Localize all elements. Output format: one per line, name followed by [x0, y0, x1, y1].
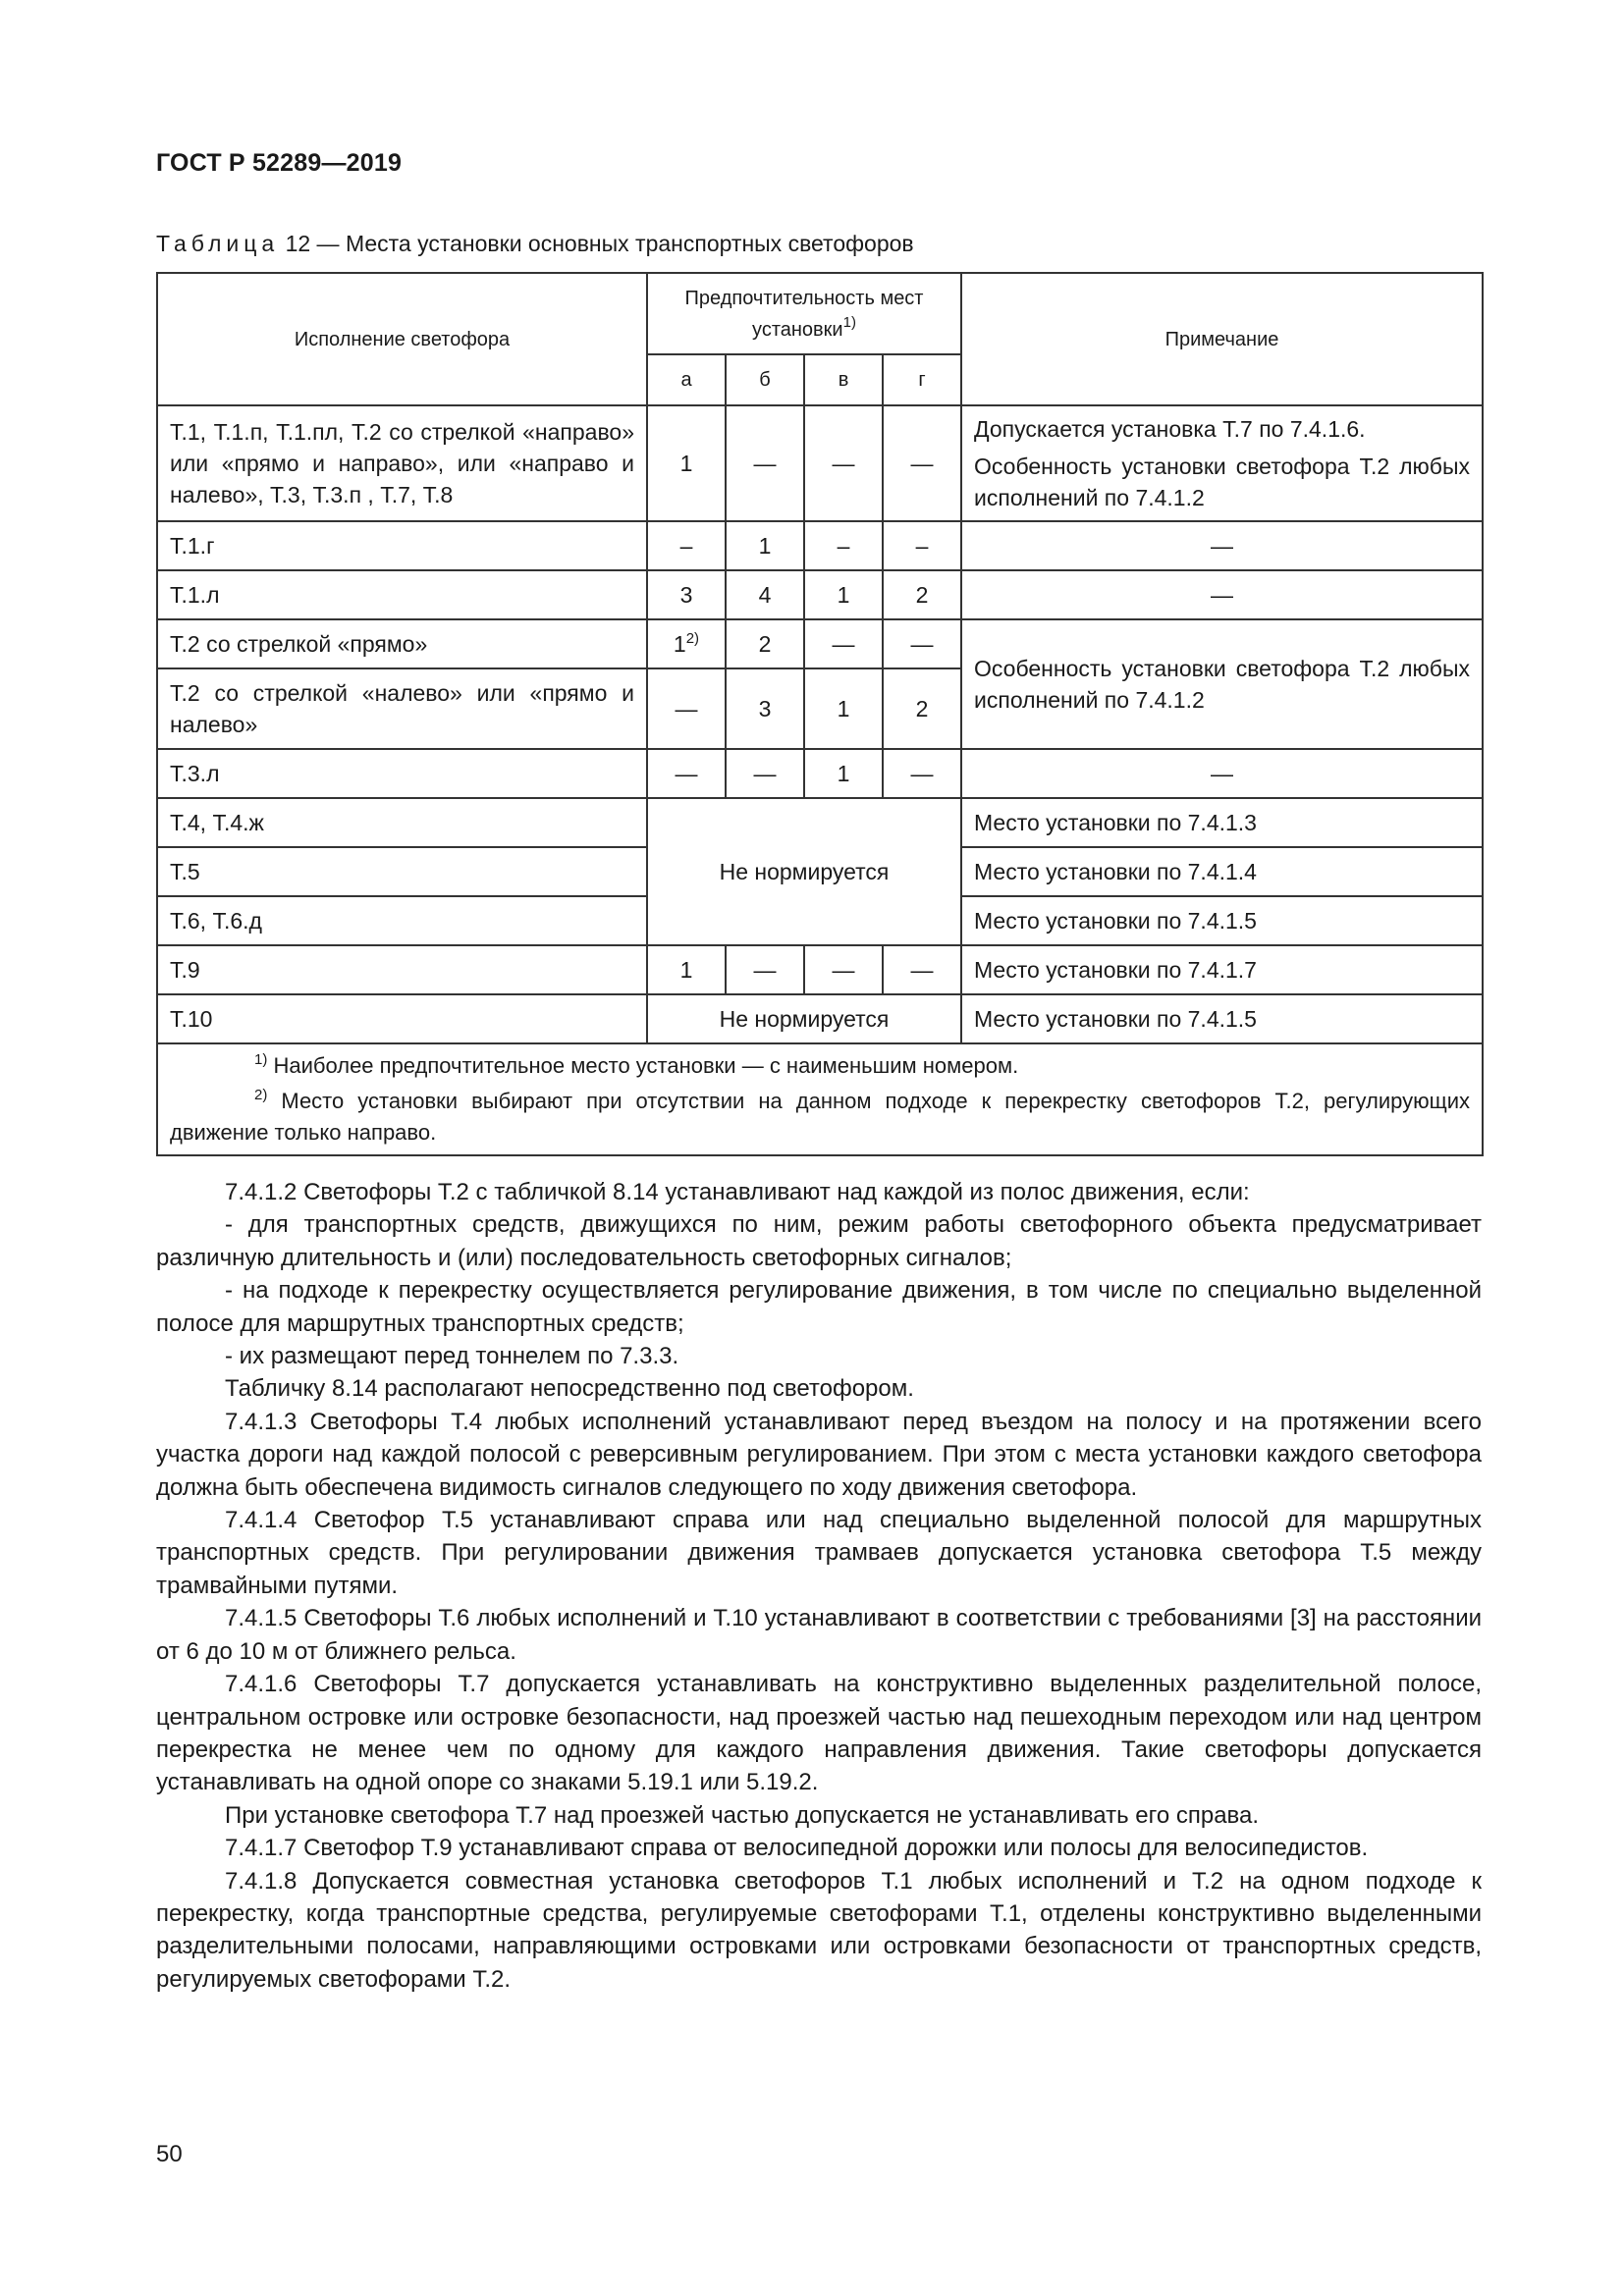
header-cell-preference: Предпочтительность мест установки$^{1)}$ [647, 273, 961, 354]
cell-not-regulated: Не нормируется [647, 994, 961, 1043]
cell-pref-v: – [804, 521, 883, 570]
cell-pref-b: — [726, 749, 804, 798]
paragraph: - для транспортных средств, движущихся по ним, режим работы светофорного объекта предусматривает различную длительность и (или) последовательность светофорных сигналов; [156, 1211, 1482, 1271]
cell-pref-g: — [883, 945, 961, 994]
cell-pref-a: — [647, 668, 726, 749]
cell-execution: Т.1.л [157, 570, 647, 619]
cell-pref-g: 2 [883, 668, 961, 749]
cell-pref-b: 1 [726, 521, 804, 570]
cell-note: — [961, 521, 1483, 570]
paragraph: - на подходе к перекрестку осуществляется регулирование движения, в том числе по специально выделенной полосе для маршрутных транспортных средств; [156, 1277, 1482, 1337]
cell-pref-v: 1 [804, 570, 883, 619]
note-line: Допускается установка Т.7 по 7.4.1.6. [974, 416, 1366, 442]
cell-note [961, 405, 1483, 521]
paragraph: 7.4.1.3 Светофоры Т.4 любых исполнений устанавливают перед въездом на полосу и на протяжении всего участка дороги над каждой полосой с реверсивным регулированием. При этом с места установки каждого светофора должна быть обеспечена видимость сигналов следующего по ходу движения светофора. [156, 1408, 1482, 1501]
cell-pref-g: — [883, 619, 961, 668]
cell-pref-g: — [883, 749, 961, 798]
table-footnotes-row [157, 1043, 1483, 1155]
table-caption [156, 231, 914, 257]
table-footnotes [157, 1043, 1483, 1155]
paragraph: 7.4.1.5 Светофоры Т.6 любых исполнений и Т.10 устанавливают в соответствии с требованиями [3] на расстоянии от 6 до 10 м от ближнего рельса. [156, 1605, 1482, 1665]
cell-note: Место установки по 7.4.1.3 [961, 798, 1483, 847]
cell-pref-a: — [647, 749, 726, 798]
paragraph: 7.4.1.4 Светофор Т.5 устанавливают справа или над специально выделенной полосой для маршрутных транспортных средств. При регулировании движения трамваев допускается установка светофора Т.5 между трамвайными путями. [156, 1507, 1482, 1599]
paragraph: 7.4.1.8 Допускается совместная установка светофоров Т.1 любых исполнений и Т.2 на одном подходе к перекрестку, когда транспортные средства, регулируемые светофорами Т.1, отделены конструктивно выделенными разделительными полосами, направляющими островками или островками безопасности от транспортных средств, регулируемых светофорами Т.2. [156, 1867, 1482, 1993]
table-row [157, 749, 1483, 798]
subheader-cell-a: а [647, 354, 726, 405]
cell-execution: Т.6, Т.6.д [157, 896, 647, 945]
paragraph: 7.4.1.2 Светофоры Т.2 с табличкой 8.14 устанавливают над каждой из полос движения, если: [225, 1179, 1250, 1205]
cell-pref-v: — [804, 945, 883, 994]
cell-pref-a: 1$^{2)}$ [647, 619, 726, 668]
cell-note: Место установки по 7.4.1.4 [961, 847, 1483, 896]
note-line: Особенность установки светофора Т.2 любых исполнений по 7.4.1.2 [974, 454, 1471, 510]
table-header-row [157, 273, 1483, 354]
paragraph: Табличку 8.14 располагают непосредственно под светофором. [225, 1375, 914, 1403]
cell-not-regulated: Не нормируется [647, 798, 961, 945]
paragraph: - их размещают перед тоннелем по 7.3.3. [225, 1343, 679, 1370]
cell-execution: Т.2 со стрелкой «налево» или «прямо и налево» [157, 668, 647, 749]
cell-pref-b: 4 [726, 570, 804, 619]
cell-execution: Т.2 со стрелкой «прямо» [157, 619, 647, 668]
paragraph: 7.4.1.7 Светофор Т.9 устанавливают справа от велосипедной дорожки или полосы для велосипедистов. [225, 1835, 1369, 1862]
subheader-cell-g: г [883, 354, 961, 405]
cell-execution: Т.10 [157, 994, 647, 1043]
subheader-cell-b: б [726, 354, 804, 405]
cell-note: Место установки по 7.4.1.5 [961, 994, 1483, 1043]
cell-pref-v: 1 [804, 668, 883, 749]
cell-execution: Т.9 [157, 945, 647, 994]
paragraph: При установке светофора Т.7 над проезжей частью допускается не устанавливать его справа. [225, 1801, 1260, 1829]
cell-pref-g: — [883, 405, 961, 521]
table-caption-label: Таблица [156, 231, 280, 256]
cell-note: Особенность установки светофора Т.2 любых исполнений по 7.4.1.2 [961, 619, 1483, 749]
header-cell-execution: Исполнение светофора [157, 273, 647, 405]
cell-pref-a: – [647, 521, 726, 570]
cell-pref-b: — [726, 945, 804, 994]
cell-note: Место установки по 7.4.1.5 [961, 896, 1483, 945]
cell-pref-v: — [804, 405, 883, 521]
footnote: $^{1)}$ Наиболее предпочтительное место установки — с наименьшим номером. [254, 1051, 1019, 1078]
page-number: 50 [156, 2141, 183, 2167]
table-row [157, 521, 1483, 570]
cell-pref-g: – [883, 521, 961, 570]
cell-note: — [961, 749, 1483, 798]
placement-table [156, 272, 1484, 1156]
table-row [157, 994, 1483, 1043]
header-cell-note: Примечание [961, 273, 1483, 405]
cell-pref-v: 1 [804, 749, 883, 798]
paragraph: 7.4.1.6 Светофоры Т.7 допускается устанавливать на конструктивно выделенных разделительной полосе, центральном островке или островке безопасности, над проезжей частью над пешеходным переходом или над центром перекрестка не менее чем по одному для каждого направления движения. Такие светофоры допускается устанавливать на одной опоре со знаками 5.19.1 или 5.19.2. [156, 1671, 1482, 1796]
table-row [157, 570, 1483, 619]
cell-pref-b: 2 [726, 619, 804, 668]
cell-note: Место установки по 7.4.1.7 [961, 945, 1483, 994]
cell-execution: Т.4, Т.4.ж [157, 798, 647, 847]
cell-pref-a: 1 [647, 945, 726, 994]
table-row [157, 945, 1483, 994]
footnote: $^{2)}$ Место установки выбирают при отсутствии на данном подходе к перекрестку светофоров Т.2, регулирующих движение только направо. [170, 1087, 1470, 1145]
cell-execution: Т.1.г [157, 521, 647, 570]
table-caption-text: 12 — Места установки основных транспортных светофоров [285, 231, 914, 256]
cell-execution: Т.1, Т.1.п, Т.1.пл, Т.2 со стрелкой «направо» или «прямо и направо», или «направо и налево», Т.3, Т.3.п , Т.7, Т.8 [157, 405, 647, 521]
cell-execution: Т.3.л [157, 749, 647, 798]
table-row [157, 405, 1483, 521]
table-row [157, 619, 1483, 668]
cell-pref-b: 3 [726, 668, 804, 749]
table-row [157, 798, 1483, 847]
body-text [156, 1176, 1482, 1996]
cell-pref-a: 3 [647, 570, 726, 619]
cell-note: — [961, 570, 1483, 619]
cell-execution: Т.5 [157, 847, 647, 896]
cell-pref-g: 2 [883, 570, 961, 619]
cell-pref-a: 1 [647, 405, 726, 521]
document-header: ГОСТ Р 52289—2019 [156, 149, 403, 177]
cell-pref-b: — [726, 405, 804, 521]
cell-pref-v: — [804, 619, 883, 668]
subheader-cell-v: в [804, 354, 883, 405]
